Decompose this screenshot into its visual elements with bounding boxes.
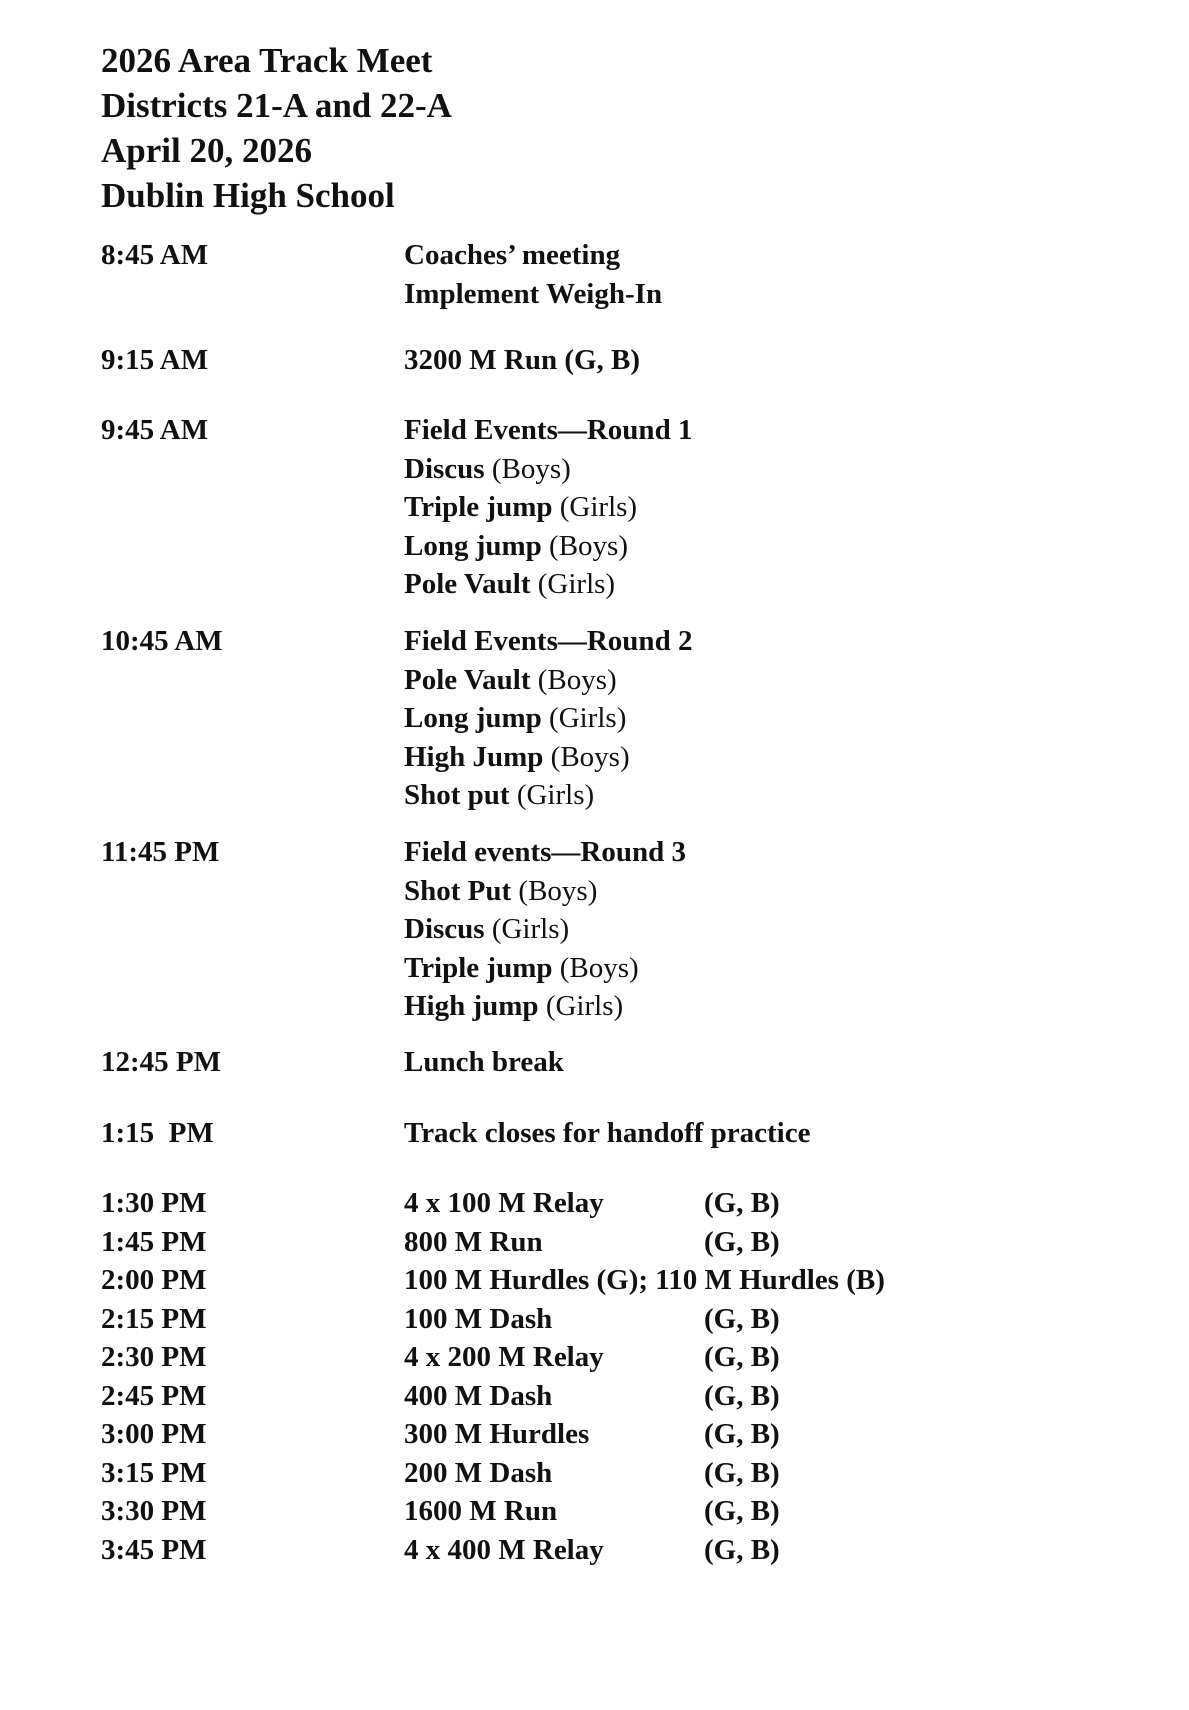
round-heading <box>404 411 692 450</box>
block-events <box>404 1043 564 1082</box>
event-name: Shot put <box>404 779 510 811</box>
event-name: High Jump <box>404 740 544 773</box>
event-genders: (G, B) <box>704 1418 780 1450</box>
event-time: 3:15 PM <box>101 1456 207 1489</box>
event-name: 800 M Run <box>404 1225 543 1258</box>
event-name: Pole Vault <box>404 663 531 696</box>
event-time: 3:45 PM <box>101 1533 207 1566</box>
event-name: 300 M Hurdles <box>404 1418 590 1450</box>
event-time: 2:45 PM <box>101 1379 207 1412</box>
event-line <box>404 488 692 527</box>
event-gender: (Boys) <box>541 529 628 562</box>
event-line <box>404 776 692 815</box>
event-line <box>404 910 686 949</box>
event-name: Pole Vault <box>404 568 531 600</box>
event-line <box>404 565 692 604</box>
event-name: Long jump <box>404 702 542 734</box>
event-line <box>404 1043 564 1082</box>
event-name: 1600 M Run <box>404 1495 558 1527</box>
event-line <box>404 450 692 489</box>
event-genders: (G, B) <box>704 1302 780 1335</box>
event-gender: (Girls) <box>484 913 570 945</box>
event-gender: (Girls) <box>541 702 627 734</box>
event-genders: (G, B) <box>704 1495 780 1527</box>
event-line <box>404 236 662 275</box>
event-name: Coaches’ meeting <box>404 239 621 271</box>
event-name: Discus <box>404 452 485 485</box>
block-time: 10:45 AM <box>101 625 223 657</box>
event-time: 3:30 PM <box>101 1495 207 1527</box>
event-line <box>404 987 686 1026</box>
event-time: 2:30 PM <box>101 1341 207 1373</box>
event-name: High jump <box>404 990 539 1022</box>
event-gender: (Boys) <box>552 951 639 984</box>
block-time: 9:45 AM <box>101 414 209 446</box>
event-line <box>404 661 692 700</box>
block-events <box>404 622 692 815</box>
event-name: Long jump <box>404 529 542 562</box>
event-name: Field events—Round 3 <box>404 836 686 868</box>
event-gender: (Girls) <box>538 990 624 1022</box>
event-genders: (G, B) <box>704 1379 780 1412</box>
event-time: 2:00 PM <box>101 1264 207 1296</box>
event-name: 4 x 400 M Relay <box>404 1533 604 1566</box>
block-events <box>404 833 686 1026</box>
round-heading <box>404 622 692 661</box>
event-line <box>404 1114 810 1153</box>
meet-venue: Dublin High School <box>101 176 395 215</box>
block-time: 8:45 AM <box>101 239 209 271</box>
event-name: 4 x 100 M Relay <box>404 1187 604 1219</box>
event-genders: (G, B) <box>704 1341 780 1373</box>
event-line <box>404 949 686 988</box>
meet-districts: Districts 21-A and 22-A <box>101 86 452 125</box>
event-name: Discus <box>404 913 485 945</box>
event-line <box>404 738 692 777</box>
event-name: Shot Put <box>404 874 512 907</box>
event-time: 1:45 PM <box>101 1225 207 1258</box>
block-time: 11:45 PM <box>101 836 220 868</box>
event-name: Track closes for handoff practice <box>404 1117 811 1149</box>
event-gender: (Boys) <box>543 740 630 773</box>
event-name: 100 M Dash <box>404 1302 553 1335</box>
event-name: Field Events—Round 1 <box>404 414 693 446</box>
meet-title: 2026 Area Track Meet <box>101 41 433 80</box>
event-name: Implement Weigh-In <box>404 277 663 310</box>
event-line <box>404 699 692 738</box>
event-time: 1:30 PM <box>101 1187 207 1219</box>
event-gender: (Girls) <box>552 491 638 523</box>
meet-date: April 20, 2026 <box>101 131 312 170</box>
event-name: 3200 M Run (G, B) <box>404 344 641 376</box>
event-genders: (G, B) <box>704 1187 780 1219</box>
event-gender: (Girls) <box>530 568 616 600</box>
event-time: 3:00 PM <box>101 1418 207 1450</box>
event-genders: (G, B) <box>704 1533 780 1566</box>
block-time: 9:15 AM <box>101 344 209 376</box>
block-events <box>404 411 692 604</box>
block-events <box>404 1114 810 1153</box>
block-events <box>404 341 640 380</box>
block-time: 1:15 PM <box>101 1117 214 1149</box>
round-heading <box>404 833 686 872</box>
event-line <box>404 341 640 380</box>
event-genders: (G, B) <box>704 1456 780 1489</box>
event-name: Triple jump <box>404 491 553 523</box>
event-gender: (Boys) <box>484 452 571 485</box>
block-events <box>404 236 662 313</box>
event-name: 400 M Dash <box>404 1379 553 1412</box>
event-line <box>404 872 686 911</box>
event-gender: (Girls) <box>509 779 595 811</box>
event-name: Triple jump <box>404 951 553 984</box>
event-time: 2:15 PM <box>101 1302 207 1335</box>
event-gender: (Boys) <box>511 874 598 907</box>
event-line <box>404 275 662 314</box>
event-line <box>404 527 692 566</box>
event-name: 4 x 200 M Relay <box>404 1341 604 1373</box>
event-genders: (G, B) <box>704 1225 780 1258</box>
event-name: Lunch break <box>404 1046 564 1078</box>
event-name: Field Events—Round 2 <box>404 625 693 657</box>
event-name: 100 M Hurdles (G); 110 M Hurdles (B) <box>404 1264 885 1296</box>
document-header <box>101 38 452 218</box>
event-name: 200 M Dash <box>404 1456 553 1489</box>
event-gender: (Boys) <box>530 663 617 696</box>
block-time: 12:45 PM <box>101 1046 221 1078</box>
